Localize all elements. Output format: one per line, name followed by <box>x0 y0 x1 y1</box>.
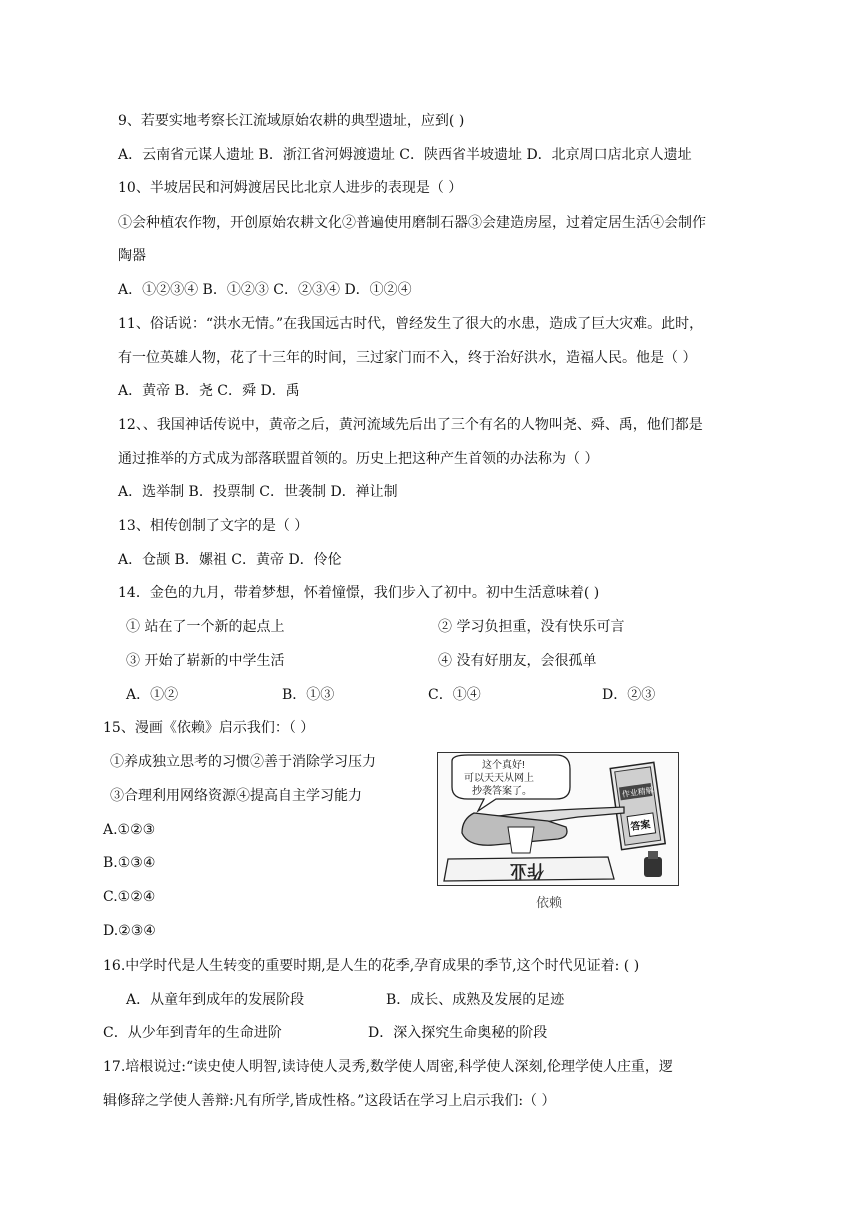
q11-stem-line2: 有一位英雄人物，花了十三年的时间，三过家门而不入，终于治好洪水，造福人民。他是（ ） <box>118 350 697 366</box>
q15-option-b: B.①③④ <box>103 855 156 871</box>
q9-stem: 9、若要实地考察长江流域原始农耕的典型遗址，应到( ) <box>118 113 465 129</box>
book-answer: 答案 <box>629 819 652 834</box>
q14-statement-2: ② 学习负担重，没有快乐可言 <box>438 619 625 635</box>
book-title: 作业精解 <box>621 785 655 800</box>
q15-statements-line2: ③合理利用网络资源④提高自主学习能力 <box>110 788 362 804</box>
cartoon-drawing <box>438 753 678 885</box>
q10-stem: 10、半坡居民和河姆渡居民比北京人进步的表现是（ ） <box>118 180 463 196</box>
q14-option-a: A．①② <box>126 687 179 703</box>
q14-statement-3: ③ 开始了崭新的中学生活 <box>126 653 285 669</box>
q12-options: A．选举制 B．投票制 C．世袭制 D．禅让制 <box>118 484 398 500</box>
q16-stem: 16.中学时代是人生转变的重要时期,是人生的花季,孕育成果的季节,这个时代见证着: ( ) <box>103 958 640 974</box>
q15-option-c: C.①②④ <box>103 889 156 905</box>
q13-options: A．仓颉 B．嫘祖 C．黄帝 D．伶伦 <box>118 552 342 568</box>
q11-options: A．黄帝 B．尧 C．舜 D．禹 <box>118 383 300 399</box>
cartoon-caption: 依赖 <box>536 896 563 911</box>
q10-statements-line2: 陶器 <box>118 248 146 264</box>
q15-statements-line1: ①养成独立思考的习惯②善于消除学习压力 <box>110 754 376 770</box>
q15-option-a: A.①②③ <box>103 822 156 838</box>
q14-statement-1: ① 站在了一个新的起点上 <box>126 619 285 635</box>
q17-stem-line1: 17.培根说过:“读史使人明智,读诗使人灵秀,数学使人周密,科学使人深刻,伦理学使人庄重，逻 <box>103 1059 673 1075</box>
q10-options: A．①②③④ B．①②③ C．②③④ D．①②④ <box>118 282 412 298</box>
q10-statements-line1: ①会种植农作物，开创原始农耕文化②普遍使用磨制石器③会建造房屋，过着定居生活④会制作 <box>118 215 706 231</box>
q14-option-b: B．①③ <box>282 687 335 703</box>
q13-stem: 13、相传创制了文字的是（ ） <box>118 518 309 534</box>
q15-stem: 15、漫画《依赖》启示我们：（ ） <box>103 720 315 736</box>
q12-stem-line1: 12、、我国神话传说中，黄帝之后，黄河流域先后出了三个有名的人物叫尧、舜、禹，他们都是 <box>118 417 703 433</box>
cartoon-yilai <box>437 752 679 886</box>
paper-text: 作业 <box>510 861 544 880</box>
q9-options: A．云南省元谋人遗址 B．浙江省河姆渡遗址 C．陕西省半坡遗址 D．北京周口店北京人遗址 <box>118 147 692 163</box>
q16-option-b: B．成长、成熟及发展的足迹 <box>386 992 565 1008</box>
q16-option-a: A．从童年到成年的发展阶段 <box>126 992 305 1008</box>
q15-option-d: D.②③④ <box>103 923 156 939</box>
bubble-text-3: 抄袭答案了。 <box>472 786 532 797</box>
bubble-text-1: 这个真好! <box>482 760 525 771</box>
q17-stem-line2: 辑修辞之学使人善辩:凡有所学,皆成性格。”这段话在学习上启示我们:（ ） <box>103 1093 556 1109</box>
q14-option-c: C．①④ <box>428 687 481 703</box>
q16-option-d: D．深入探究生命奥秘的阶段 <box>368 1025 548 1041</box>
q14-stem: 14．金色的九月，带着梦想，怀着憧憬，我们步入了初中。初中生活意味着( ) <box>118 585 600 601</box>
q12-stem-line2: 通过推举的方式成为部落联盟首领的。历史上把这种产生首领的办法称为（ ） <box>118 451 599 467</box>
q14-statement-4: ④ 没有好朋友，会很孤单 <box>438 653 597 669</box>
q14-option-d: D．②③ <box>602 687 656 703</box>
q16-option-c: C．从少年到青年的生命进阶 <box>103 1025 282 1041</box>
q11-stem-line1: 11、俗话说：“洪水无情。”在我国远古时代，曾经发生了很大的水患，造成了巨大灾难。此时， <box>118 316 704 332</box>
bubble-text-2: 可以天天从网上 <box>464 773 534 784</box>
